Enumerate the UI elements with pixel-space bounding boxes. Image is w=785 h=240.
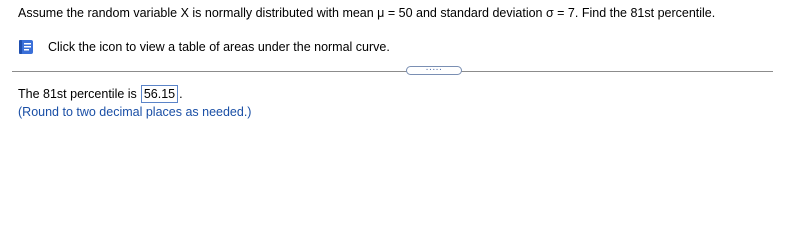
answer-row bbox=[18, 85, 183, 103]
answer-input[interactable]: 56.15 bbox=[141, 85, 178, 103]
rounding-hint: (Round to two decimal places as needed.) bbox=[18, 105, 252, 119]
table-link-row bbox=[18, 38, 390, 56]
answer-prefix: The 81st percentile is bbox=[18, 87, 137, 101]
table-link-text: Click the icon to view a table of areas under the normal curve. bbox=[48, 40, 390, 54]
more-dots: ..... bbox=[425, 63, 443, 73]
book-icon[interactable] bbox=[18, 39, 34, 55]
section-divider bbox=[12, 71, 773, 72]
expand-more-button[interactable] bbox=[406, 63, 462, 75]
question-text: Assume the random variable X is normally distributed with mean μ = 50 and standard deviation σ = 7. Find the 81st percentile. bbox=[18, 6, 716, 20]
answer-suffix: . bbox=[179, 87, 183, 101]
